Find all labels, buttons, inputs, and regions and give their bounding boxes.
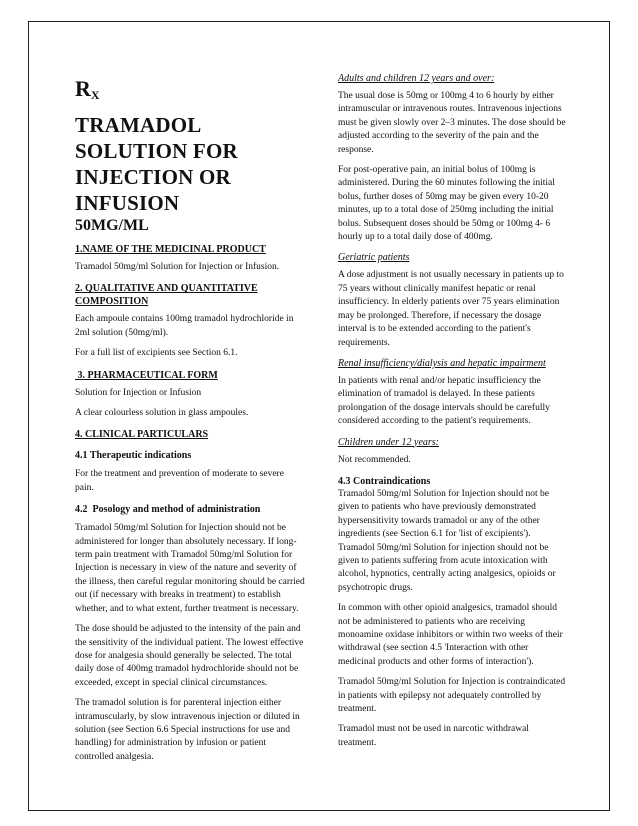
- section-4-3-para-1: Tramadol 50mg/ml Solution for Injection should not be given to patients who have previously demonstrated hypersensitivity towards tramadol or any of the other ingredients (see Section 6.1 for 'list of excipients'). Tramadol 50mg/ml Solution for injection should not be given to patients suffering from acute intoxication with alcohol, hypnotics, centrally acting analgesics, opioids or psychotropic drugs.: [338, 488, 556, 593]
- section-4-1-body: For the treatment and prevention of moderate to severe pain.: [75, 469, 284, 493]
- section-4-3-para-3: Tramadol 50mg/ml Solution for Injection is contraindicated in patients with epilepsy not adequately controlled by treatment.: [338, 677, 566, 715]
- rx-symbol: [75, 78, 305, 106]
- section-3-para-1: Solution for Injection or Infusion: [75, 387, 202, 398]
- section-3-para-2: A clear colourless solution in glass ampoules.: [75, 408, 249, 419]
- section-4-3-heading: 4.3 Contraindications: [338, 475, 431, 487]
- section-1-heading: 1.NAME OF THE MEDICINAL PRODUCT: [75, 244, 266, 255]
- section-2-para-2: For a full list of excipients see Section 6.1.: [75, 348, 238, 359]
- strength: 50MG/ML: [75, 217, 149, 234]
- section-4-heading: 4. CLINICAL PARTICULARS: [75, 429, 209, 441]
- children-para: Not recommended.: [338, 454, 411, 465]
- section-4-2-para-3: The tramadol solution is for parenteral injection either intramuscularly, by slow intravenous injection or diluted in solution (see Section 6.6 Special instructions for use and handling) for administration by infusion or patient controlled analgesia.: [75, 698, 300, 762]
- renal-heading: Renal insufficiency/dialysis and hepatic impairment: [338, 357, 546, 369]
- section-4-2-heading: 4.2 Posology and method of administration: [75, 504, 261, 516]
- drug-title: [75, 112, 305, 216]
- children-heading: Children under 12 years:: [338, 436, 440, 448]
- adults-para-2: For post-operative pain, an initial bolus of 100mg is administered. During the 60 minutes following the initial bolus, further doses of 50mg may be given every 10-20 minutes, up to a total dose of 250mg including the initial bolus. Subsequent doses should be 50mg or 100mg 4- 6 hourly up to a total daily dose of 400mg.: [338, 165, 555, 243]
- rx-sub: X: [90, 88, 100, 102]
- title-line: TRAMADOL: [75, 113, 202, 137]
- geriatric-heading: Geriatric patients: [338, 252, 410, 264]
- title-line: INJECTION OR: [75, 165, 231, 189]
- left-column: [75, 78, 305, 771]
- section-4-3-para-4: Tramadol must not be used in narcotic withdrawal treatment.: [338, 724, 529, 748]
- section-4-1-heading: 4.1 Therapeutic indications: [75, 450, 192, 462]
- section-2-para-1: Each ampoule contains 100mg tramadol hydrochloride in 2ml solution (50mg/ml).: [75, 314, 294, 338]
- adults-heading: Adults and children 12 years and over:: [338, 73, 495, 84]
- renal-para: In patients with renal and/or hepatic insufficiency the elimination of tramadol is delayed. In these patients prolongation of the dosage intervals should be carefully considered according to the patient's requirements.: [338, 375, 550, 427]
- geriatric-para: A dose adjustment is not usually necessary in patients up to 75 years without clinically manifest hepatic or renal insufficiency. In elderly patients over 75 years elimination may be prolonged. Therefore, if necessary the dosage interval is to be extended according to the patient's requirements.: [338, 270, 564, 348]
- section-3-heading: 3. PHARMACEUTICAL FORM: [75, 369, 218, 381]
- right-column: [338, 72, 568, 757]
- title-line: SOLUTION FOR: [75, 139, 238, 163]
- title-line: INFUSION: [75, 191, 180, 215]
- section-4-2-para-2: The dose should be adjusted to the intensity of the pain and the sensitivity of the individual patient. The lowest effective dose for analgesia should generally be selected. The total daily dose of 400mg tramadol hydrochloride should not be exceeded, except in special clinical circumstances.: [75, 624, 304, 688]
- section-4-3-para-2: In common with other opioid analgesics, tramadol should not be administered to patients who are receiving monoamine oxidase inhibitors or within two weeks of their withdrawal (see section 4.5 'Interaction with other medicinal products and other forms of interaction').: [338, 603, 563, 667]
- section-2-heading: 2. QUALITATIVE AND QUANTITATIVE COMPOSITION: [75, 283, 258, 308]
- section-1-body: Tramadol 50mg/ml Solution for Injection or Infusion.: [75, 262, 280, 272]
- section-4-2-para-1: Tramadol 50mg/ml Solution for Injection should not be administered for longer than absolutely necessary. If long-term pain treatment with Tramadol 50mg/ml Solution for Injection is necessary in view of the nature and severity of the illness, then careful regular monitoring should be carried out (if necessary with breaks in treatment) to establish whether, and to what extent, further treatment is necessary.: [75, 523, 305, 614]
- adults-para-1: The usual dose is 50mg or 100mg 4 to 6 hourly by either intramuscular or intravenous routes. Intravenous injections must be given slowly over 2–3 minutes. The dose should be adjusted according to the severity of the pain and the response.: [338, 91, 566, 155]
- rx-main: R: [75, 76, 91, 101]
